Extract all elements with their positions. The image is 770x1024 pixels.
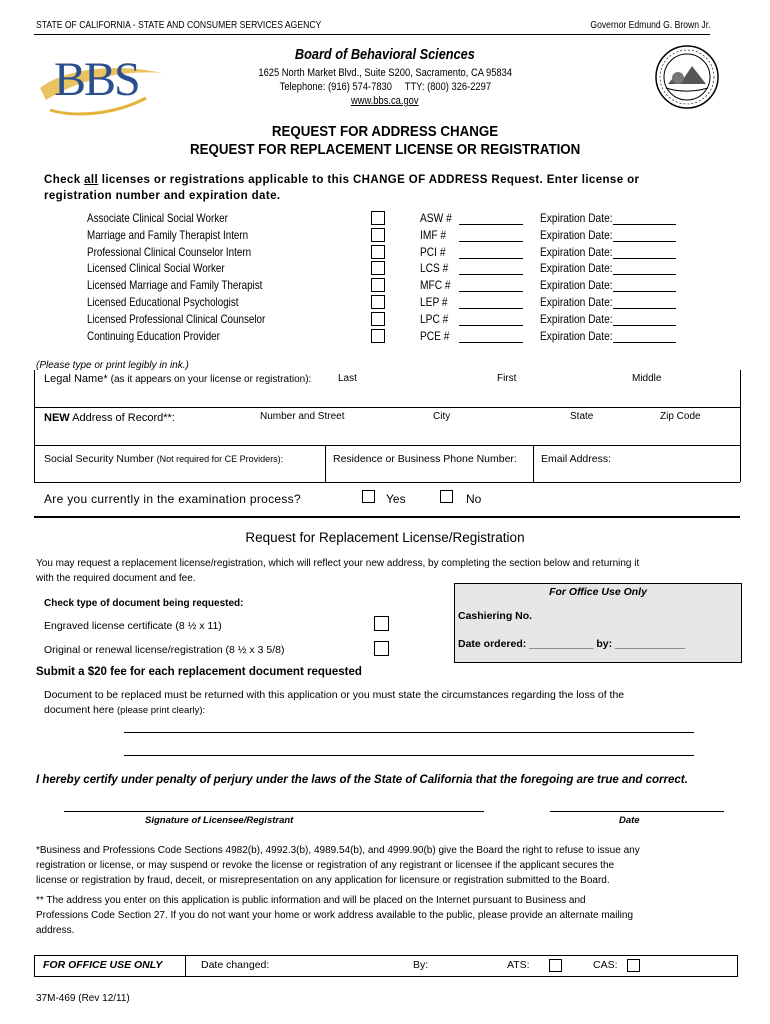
original-label: Original or renewal license/registration (8 ½ x 3 5/8)	[44, 644, 285, 656]
engraved-checkbox[interactable]	[374, 616, 389, 631]
office-by-label: By:	[413, 959, 429, 971]
expiration-label: Expiration Date:	[540, 278, 613, 293]
license-number-field[interactable]	[459, 258, 523, 259]
phone-label: Residence or Business Phone Number:	[333, 453, 517, 465]
license-number-field[interactable]	[459, 224, 523, 225]
license-checkbox[interactable]	[371, 312, 385, 326]
ssn-label: Social Security Number (Not required for CE Providers):	[44, 453, 284, 465]
legal-name-middle: Middle	[632, 373, 662, 384]
signature-label: Signature of Licensee/Registrant	[145, 815, 294, 826]
license-code-label: ASW #	[420, 211, 452, 225]
exam-no-label: No	[466, 492, 482, 506]
license-number-field[interactable]	[459, 325, 523, 326]
state-seal-icon	[654, 44, 720, 110]
expiration-label: Expiration Date:	[540, 227, 613, 242]
license-code-label: PCE #	[420, 328, 450, 343]
address-state: State	[570, 411, 594, 422]
license-name: Continuing Education Provider	[87, 328, 220, 343]
check-type-label: Check type of document being requested:	[44, 598, 244, 609]
doc-replace-line1: Document to be replaced must be returned with this application or you must state the circumstances regarding the loss of the	[44, 689, 625, 701]
license-code-label: LEP #	[420, 295, 448, 309]
cas-label: CAS:	[593, 959, 618, 971]
instructions-line1: Check all licenses or registrations applicable to this CHANGE OF ADDRESS Request. Enter license or	[44, 174, 640, 186]
license-checkbox[interactable]	[371, 245, 385, 259]
ink-note: (Please type or print legibly in ink.)	[36, 360, 189, 371]
email-label: Email Address:	[541, 453, 612, 465]
expiration-date-field[interactable]	[613, 325, 676, 326]
license-code-label: LPC #	[420, 311, 449, 326]
title-address-change: REQUEST FOR ADDRESS CHANGE	[271, 124, 499, 140]
board-name: Board of Behavioral Sciences	[295, 46, 475, 63]
expiration-date-field[interactable]	[613, 291, 676, 292]
office-use-bar	[34, 955, 738, 977]
grid-right-border	[740, 370, 741, 482]
license-number-field[interactable]	[459, 274, 523, 275]
certify-statement: I hereby certify under penalty of perjury under the laws of the State of California that the foregoing are true and correct.	[36, 774, 688, 786]
grid-divider-1	[325, 445, 326, 482]
office-use-box	[454, 583, 742, 663]
legal-name-last: Last	[338, 373, 357, 384]
license-checkbox[interactable]	[371, 261, 385, 275]
legal-name-label: Legal Name* (as it appears on your license or registration):	[44, 373, 312, 385]
fee-note: Submit a $20 fee for each replacement document requested	[36, 666, 362, 678]
exam-question: Are you currently in the examination process?	[44, 492, 301, 506]
license-number-field[interactable]	[459, 241, 523, 242]
office-bar-divider	[185, 956, 186, 976]
governor-name: Governor Edmund G. Brown Jr.	[589, 19, 710, 31]
footnote-public-address: ** The address you enter on this application is public information and will be placed on the Internet pursuant to Business and Professions Code Section 27. If you do not want your home or work address available to the public, please provide an alternate mailing address.	[36, 895, 634, 936]
expiration-date-field[interactable]	[613, 224, 676, 225]
doc-replace-line2: document here (please print clearly):	[44, 704, 206, 716]
exam-yes-checkbox[interactable]	[362, 490, 375, 503]
circumstances-line-2[interactable]	[124, 755, 694, 756]
address-street: Number and Street	[260, 411, 345, 422]
license-name: Marriage and Family Therapist Intern	[87, 227, 249, 242]
replacement-intro-2: with the required document and fee.	[36, 573, 196, 584]
license-name: Associate Clinical Social Worker	[87, 211, 228, 225]
expiration-date-field[interactable]	[613, 342, 676, 343]
legal-name-first: First	[497, 373, 517, 384]
section-divider	[34, 516, 740, 518]
license-name: Professional Clinical Counselor Intern	[87, 244, 252, 259]
license-name: Licensed Clinical Social Worker	[87, 261, 225, 276]
license-name: Licensed Professional Clinical Counselor	[87, 311, 266, 326]
license-code-label: PCI #	[420, 244, 446, 259]
license-checkbox[interactable]	[371, 295, 385, 309]
address-label: NEW Address of Record**:	[44, 412, 175, 424]
license-number-field[interactable]	[459, 308, 523, 309]
title-replacement: REQUEST FOR REPLACEMENT LICENSE OR REGISTRATION	[189, 142, 581, 158]
expiration-date-field[interactable]	[613, 241, 676, 242]
form-number: 37M-469 (Rev 12/11)	[36, 993, 130, 1004]
license-code-label: LCS #	[420, 261, 449, 276]
ats-label: ATS:	[507, 959, 530, 971]
cashiering-label: Cashiering No.	[458, 610, 533, 622]
grid-left-border	[34, 370, 35, 482]
replacement-heading: Request for Replacement License/Registration	[245, 530, 525, 545]
board-phone: Telephone: (916) 574-7830 TTY: (800) 326-2297	[279, 81, 491, 93]
board-address: 1625 North Market Blvd., Suite S200, Sacramento, CA 95834	[258, 67, 512, 79]
expiration-label: Expiration Date:	[540, 311, 613, 326]
date-label: Date	[619, 815, 640, 826]
license-checkbox[interactable]	[371, 228, 385, 242]
license-number-field[interactable]	[459, 291, 523, 292]
footnote-perjury: *Business and Professions Code Sections 4982(b), 4992.3(b), 4989.54(b), and 4999.90(b) give the Board the right to refuse to issue any registration or license, or may suspend or revoke the license or registration of any registrant or licensee if the applicant secures the license or registration by fraud, deceit, or misrepresentation on any application for licensure or registration submitted to the Board.	[36, 845, 640, 886]
cas-checkbox[interactable]	[627, 959, 640, 972]
circumstances-line-1[interactable]	[124, 732, 694, 733]
expiration-label: Expiration Date:	[540, 295, 613, 309]
grid-rule-3	[34, 482, 740, 483]
license-number-field[interactable]	[459, 342, 523, 343]
license-checkbox[interactable]	[371, 278, 385, 292]
instructions-line2: registration number and expiration date.	[44, 190, 281, 202]
expiration-date-field[interactable]	[613, 308, 676, 309]
grid-rule-2	[34, 445, 740, 446]
license-name: Licensed Educational Psychologist	[87, 295, 239, 309]
bbs-logo-text: BBS	[54, 53, 139, 106]
agency-name: STATE OF CALIFORNIA - STATE AND CONSUMER SERVICES AGENCY	[36, 19, 322, 31]
license-code-label: IMF #	[420, 227, 447, 242]
header-rule	[34, 34, 710, 35]
board-website[interactable]: www.bbs.ca.gov	[351, 95, 419, 107]
license-checkbox[interactable]	[371, 329, 385, 343]
license-code-label: MFC #	[420, 278, 451, 293]
original-checkbox[interactable]	[374, 641, 389, 656]
signature-line[interactable]	[64, 811, 484, 812]
date-line[interactable]	[550, 811, 724, 812]
expiration-date-field[interactable]	[613, 258, 676, 259]
exam-no-checkbox[interactable]	[440, 490, 453, 503]
expiration-label: Expiration Date:	[540, 261, 613, 276]
expiration-date-field[interactable]	[613, 274, 676, 275]
expiration-label: Expiration Date:	[540, 328, 613, 343]
date-ordered-label: Date ordered: ___________ by: ____________	[458, 638, 686, 650]
address-city: City	[433, 411, 451, 422]
license-name: Licensed Marriage and Family Therapist	[87, 278, 263, 293]
expiration-label: Expiration Date:	[540, 211, 613, 225]
date-changed-label: Date changed:	[201, 959, 270, 971]
replacement-intro-1: You may request a replacement license/registration, which will reflect your new address, by completing the section below and returning it	[36, 558, 640, 569]
engraved-label: Engraved license certificate (8 ½ x 11)	[44, 620, 222, 632]
expiration-label: Expiration Date:	[540, 244, 613, 259]
office-bar-title: FOR OFFICE USE ONLY	[43, 959, 163, 971]
grid-rule-1	[34, 407, 740, 408]
grid-divider-2	[533, 445, 534, 482]
license-checkbox[interactable]	[371, 211, 385, 225]
ats-checkbox[interactable]	[549, 959, 562, 972]
address-zip: Zip Code	[660, 411, 701, 422]
office-use-title: For Office Use Only	[549, 586, 647, 598]
exam-yes-label: Yes	[386, 492, 406, 506]
